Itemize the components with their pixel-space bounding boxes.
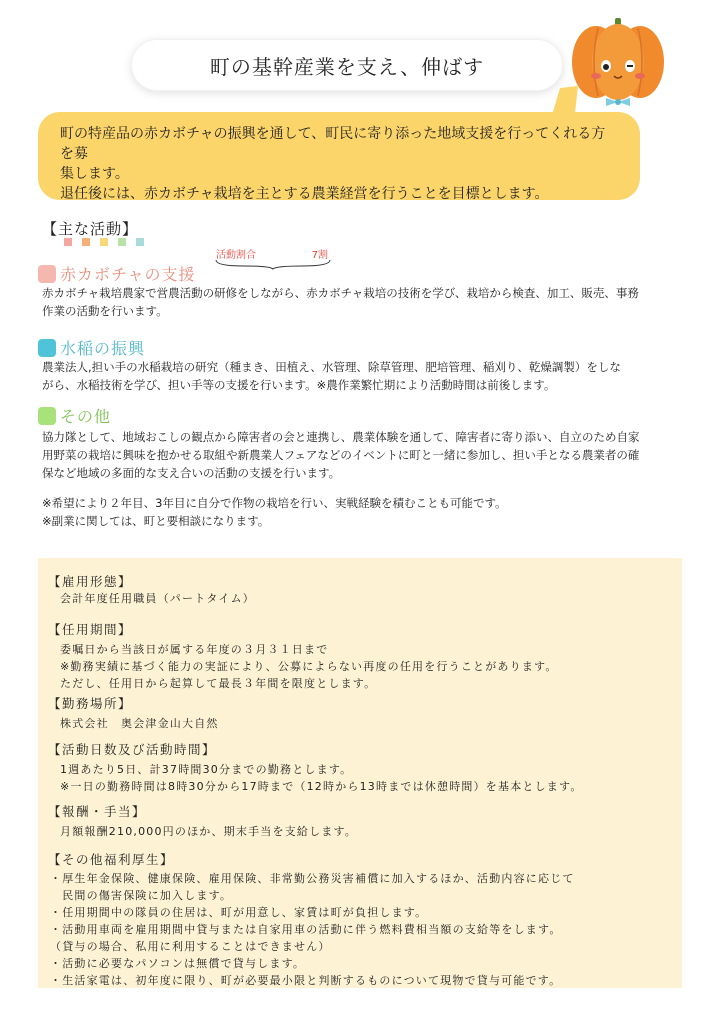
info-line: ・任用期間中の隊員の住居は、町が用意し、家賃は町が負担します。	[50, 906, 428, 919]
intro-line: 退任後には、赤カボチャ栽培を主とする農業経営を行うことを目標とします。	[60, 186, 549, 202]
info-line: ・活動に必要なパソコンは無償で貸与します。	[50, 957, 306, 970]
section-body	[48, 870, 575, 989]
section-body	[48, 761, 583, 795]
section-title-text: 赤カボチャの支援	[60, 265, 196, 284]
color-dot	[136, 238, 144, 246]
section-title-text: その他	[60, 407, 112, 426]
info-line: 1週あたり5日、計37時間30分までの勤務とします。	[60, 763, 353, 776]
activity-ratio-label: 活動割合	[216, 250, 256, 261]
section-title-pumpkin	[38, 262, 196, 285]
section-title-text: 水稲の振興	[60, 339, 146, 358]
term-section	[48, 620, 558, 692]
ratio-brace-icon	[214, 258, 332, 270]
section-marker-icon	[38, 265, 56, 283]
color-dot	[64, 238, 72, 246]
section-body	[48, 715, 219, 732]
info-line: ※勤務実績に基づく能力の実証により、公募によらない再度の任用を行うことがあります。	[60, 660, 558, 673]
notes	[42, 494, 507, 530]
body-line: 赤カボチャ栽培農家で営農活動の研修をしながら、赤カボチャ栽培の技術を学び、栽培から検査、加工、販売、事務	[42, 286, 639, 300]
page-title	[132, 40, 562, 90]
intro-line: 町の特産品の赤カボチャの振興を通して、町民に寄り添った地域支援を行ってくれる方を募	[60, 126, 606, 162]
color-dots	[64, 238, 144, 246]
section-heading: 【活動日数及び活動時間】	[48, 742, 217, 757]
activities-heading: 【主な活動】	[42, 220, 139, 238]
color-dot	[82, 238, 90, 246]
info-line: ※一日の勤務時間は8時30分から17時まで（12時から13時までは休憩時間）を基本とします。	[60, 780, 583, 793]
info-line: ・活動用車両を雇用期間中貸与または自家用車の活動に伴う燃料費相当額の支給等をします。	[50, 923, 562, 936]
note-line: ※希望により２年目、3年目に自分で作物の栽培を行い、実戦経験を積むことも可能です。	[42, 496, 507, 510]
section-heading: 【任用期間】	[48, 622, 133, 637]
info-line: 月額報酬210,000円のほか、期末手当を支給します。	[60, 825, 358, 838]
note-line: ※副業に関しては、町と要相談になります。	[42, 514, 270, 528]
info-line: ただし、任用日から起算して最長３年間を限度とします。	[60, 677, 377, 690]
activity-ratio-value: 7割	[311, 250, 328, 261]
body-line: がら、水稲技術を学び、担い手等の支援を行います。※農作業繁忙期により活動時間は前後します。	[42, 378, 556, 392]
section-marker-icon	[38, 339, 56, 357]
info-line: 株式会社 奥会津金山大自然	[60, 717, 219, 730]
section-heading: 【雇用形態】	[48, 574, 133, 589]
section-heading: 【その他福利厚生】	[48, 852, 175, 867]
pumpkin-mascot-icon	[568, 14, 668, 110]
color-dot	[100, 238, 108, 246]
section-title-rice	[38, 336, 145, 359]
info-line: 委嘱日から当該日が属する年度の３月３１日まで	[60, 643, 329, 656]
section-title-other	[38, 404, 111, 427]
intro-line: 集します。	[60, 166, 129, 182]
body-line: 用野菜の栽培に興味を抱かせる取組や新農業人フェアなどのイベントに町と一緒に参加し、担い手となる農業者の確	[42, 448, 640, 462]
welfare-section	[48, 850, 575, 989]
workplace-section	[48, 694, 219, 732]
section-body	[48, 590, 255, 607]
page-title-text: 町の基幹産業を支え、伸ばす	[209, 54, 485, 79]
info-line: 会計年度任用職員（パートタイム）	[60, 592, 255, 605]
info-line: 民間の傷害保険に加入します。	[50, 889, 233, 902]
section-marker-icon	[38, 407, 56, 425]
info-line: ・厚生年金保険、健康保険、雇用保険、非常勤公務災害補償に加入するほか、活動内容に応じて	[50, 872, 575, 885]
info-line: ・生活家電は、初年度に限り、町が必要最小限と判断するものについて現物で貸与可能です。	[50, 974, 562, 987]
body-line: 保など地域の多面的な支え合いの活動の支援を行います。	[42, 466, 341, 480]
section-body-pumpkin	[42, 284, 682, 320]
hours-section	[48, 740, 583, 795]
employment-type-section	[48, 572, 255, 607]
body-line: 作業の活動を行います。	[42, 304, 168, 318]
color-dot	[118, 238, 126, 246]
body-line: 協力隊として、地域おこしの観点から障害者の会と連携し、農業体験を通して、障害者に寄り添い、自立のため自家	[42, 430, 640, 444]
section-body-other	[42, 428, 682, 482]
section-body	[48, 823, 357, 840]
section-heading: 【勤務場所】	[48, 696, 133, 711]
body-line: 農業法人,担い手の水稲栽培の研究（種まき、田植え、水管理、除草管理、肥培管理、稲刈り、乾燥調製）をしな	[42, 360, 621, 374]
section-body	[48, 641, 558, 692]
intro-speech-bubble	[38, 112, 640, 200]
info-line: （貸与の場合、私用に利用することはできません）	[50, 940, 331, 953]
section-heading: 【報酬・手当】	[48, 804, 147, 819]
section-body-rice	[42, 358, 682, 394]
pay-section	[48, 802, 357, 840]
